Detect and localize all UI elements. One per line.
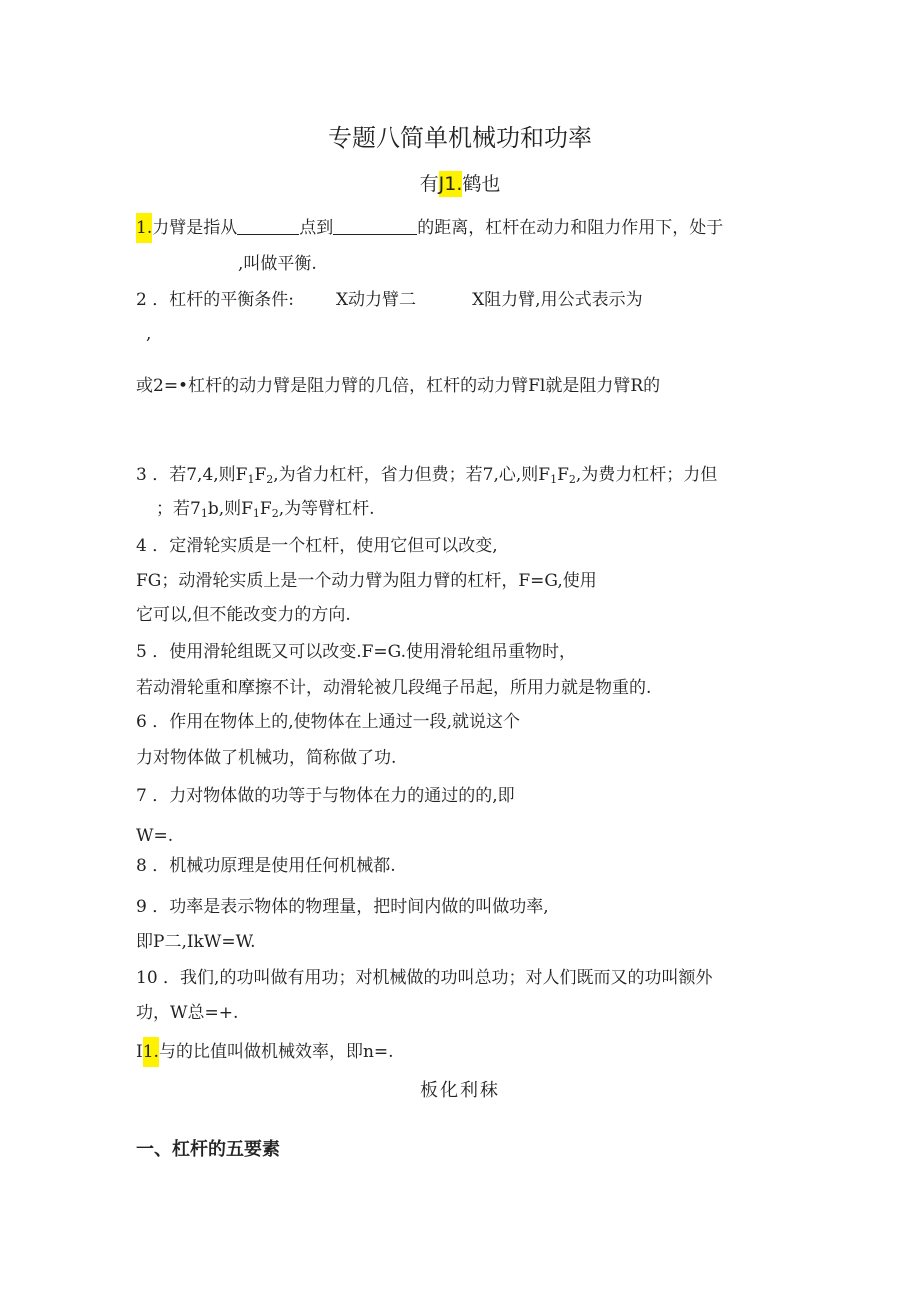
item-6-line-2: 力对物体做了机械功，简称做了功. — [136, 748, 397, 768]
section-divider-heading: 板化利秣 — [420, 1080, 500, 1101]
item-9-line-2: 即P二,IkW=W. — [136, 932, 256, 952]
item-10-line-2: 功，W总=+. — [136, 1003, 239, 1023]
subtitle-highlight: J1. — [438, 173, 463, 195]
item-3-line-1 — [136, 463, 717, 492]
item-11-line-1 — [136, 1037, 394, 1067]
item-1-text-b: 点到 — [299, 218, 334, 238]
item-3-text: ,为省力杠杆，省力但费；若7,心,则F — [273, 465, 551, 485]
item-11-text: 与的比值叫做机械效率，即n=. — [158, 1042, 394, 1062]
item-1-line-2: ,叫做平衡. — [238, 254, 317, 274]
subscript: 2 — [568, 473, 576, 486]
item-3-text: 3 ．若7,4,则F — [136, 465, 248, 485]
subtitle-prefix: 有 — [419, 173, 439, 195]
item-8-line-1: 8 ．机械功原理是使用任何机械都. — [136, 856, 396, 876]
item-11-prefix: I — [136, 1042, 143, 1062]
item-5-line-1: 5 ．使用滑轮组既又可以改变.F=G.使用滑轮组吊重物时， — [136, 642, 577, 662]
section-heading: 一、杠杆的五要素 — [136, 1139, 280, 1160]
item-2-line-1 — [136, 288, 643, 312]
subscript: 1 — [252, 507, 260, 520]
item-6-line-1: 6 ．作用在物体上的,使物体在上通过一段,就说这个 — [136, 712, 521, 732]
answer-blank[interactable] — [237, 216, 299, 235]
item-9-line-1: 9 ．功率是表示物体的物理量，把时间内做的叫做功率, — [136, 897, 549, 917]
item-1-text-c: 的距离，杠杆在动力和阻力作用下，处于 — [417, 218, 724, 238]
item-7-line-2: W=. — [136, 826, 174, 846]
item-3-text: F — [557, 465, 569, 485]
item-2-text-b: X动力臂二 — [335, 290, 417, 310]
item-1-text-a: 力臂是指从 — [152, 218, 238, 238]
item-1-line-1 — [136, 213, 723, 243]
item-3-line-2 — [156, 497, 375, 526]
item-2-text-a: 2 ．杠杆的平衡条件: — [136, 290, 294, 310]
item-3-text: ；若7 — [156, 499, 201, 519]
page-title: 专题八简单机械功和功率 — [328, 124, 592, 152]
subscript: 2 — [271, 507, 279, 520]
item-4-line-2: FG；动滑轮实质上是一个动力臂为阻力臂的杠杆，F=G,使用 — [136, 571, 597, 591]
subtitle-suffix: 鹤也 — [462, 173, 501, 195]
subscript: 1 — [247, 473, 255, 486]
item-3-text: F — [254, 465, 267, 485]
item-3-text: F — [259, 499, 272, 519]
item-7-line-1: 7 ．力对物体做的功等于与物体在力的通过的的,即 — [136, 786, 515, 806]
item-2-line-2: , — [146, 324, 152, 344]
item-10-line-1: 10 ．我们,的功叫做有用功；对机械做的功叫总功；对人们既而又的功叫额外 — [136, 968, 713, 988]
subscript: 2 — [266, 473, 274, 486]
item-3-text: b,则F — [207, 499, 253, 519]
item-3-text: ,为费力杠杆；力但 — [575, 465, 718, 485]
subscript: 1 — [200, 507, 208, 520]
page-subtitle — [0, 170, 920, 198]
item-5-line-2: 若动滑轮重和摩擦不计，动滑轮被几段绳子吊起，所用力就是物重的. — [136, 678, 652, 698]
subscript: 1 — [550, 473, 558, 486]
item-2-text-c: X阻力臂,用公式表示为 — [472, 290, 643, 310]
item-2-line-3: 或2=•杠杆的动力臂是阻力臂的几倍，杠杆的动力臂Fl就是阻力臂R的 — [136, 376, 661, 396]
answer-blank[interactable] — [333, 216, 417, 235]
item-11-number: 1. — [143, 1037, 159, 1067]
item-3-text: ,为等臂杠杆. — [278, 499, 375, 519]
item-1-number: 1. — [136, 213, 152, 243]
item-4-line-1: 4 ．定滑轮实质是一个杠杆，使用它但可以改变, — [136, 536, 498, 556]
item-4-line-3: 它可以,但不能改变力的方向. — [136, 605, 351, 625]
